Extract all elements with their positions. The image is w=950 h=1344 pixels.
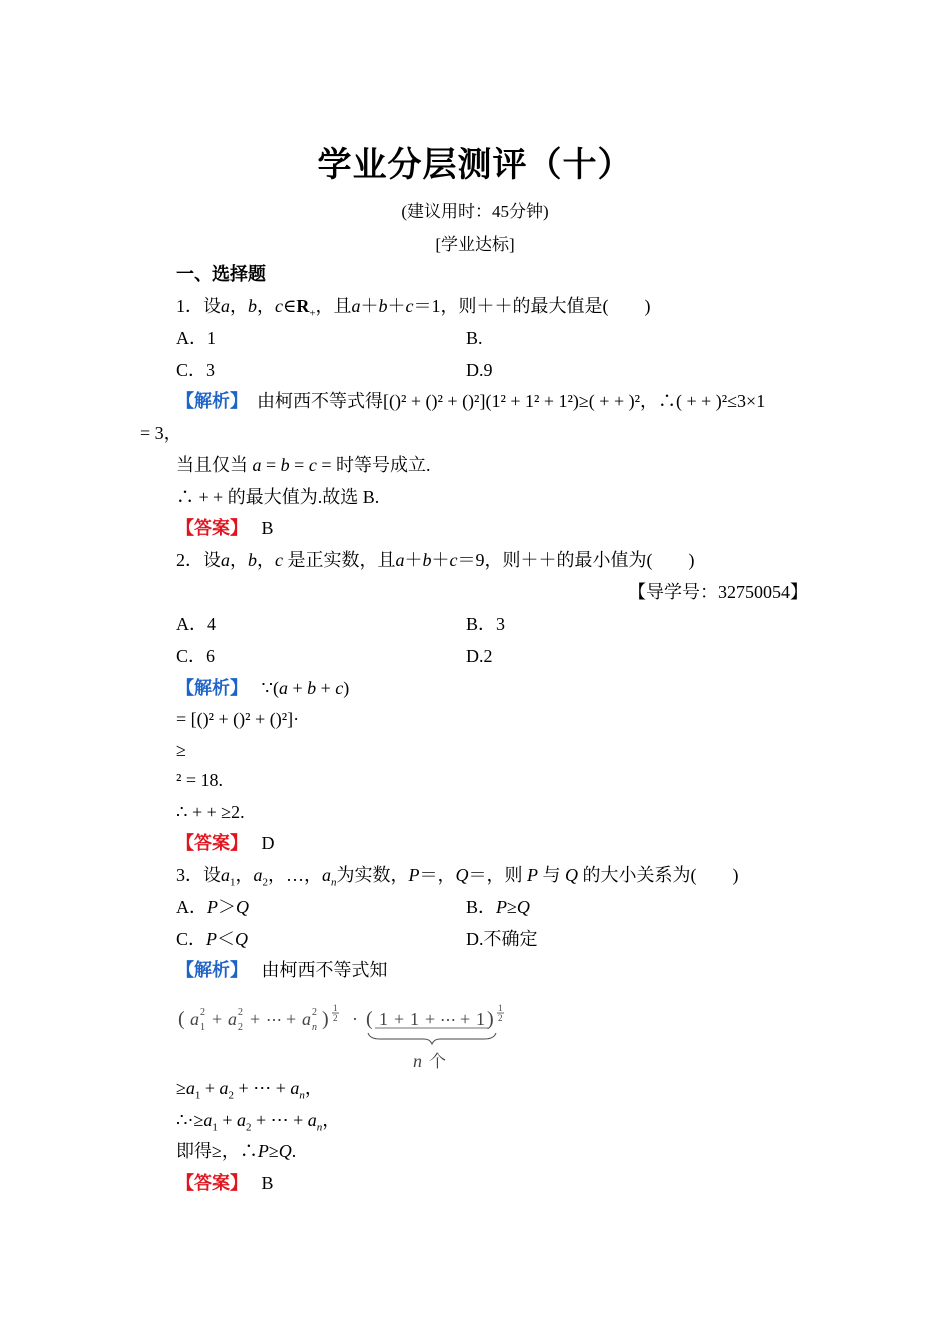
q2-option-b: B．3 bbox=[466, 614, 506, 634]
q2-option-c: C．6 bbox=[176, 646, 216, 666]
q1-option-d: D.9 bbox=[466, 360, 493, 380]
svg-text:1: 1 bbox=[476, 1009, 485, 1029]
svg-text:a: a bbox=[228, 1009, 237, 1029]
svg-text:1: 1 bbox=[333, 1003, 338, 1013]
svg-text:+: + bbox=[425, 1009, 436, 1029]
q3-solution-line3: $\therefore\cdot\ge a_1 + a_2$ + ⋯ + $a_n$， bbox=[176, 1110, 341, 1134]
svg-text:): ) bbox=[322, 1008, 329, 1030]
q3-answer-line bbox=[176, 1174, 274, 1193]
q1-option-c: C．3 bbox=[176, 360, 216, 380]
q2-option-d: D.2 bbox=[466, 646, 493, 666]
q2-solution-line2: ≥ bbox=[176, 740, 186, 760]
q1-option-a: A．1 bbox=[176, 328, 216, 348]
q3-mid: 为实数， bbox=[336, 865, 409, 885]
q3-line4-lead: 即得≥，∴ bbox=[176, 1141, 258, 1161]
q1-option-b: B. bbox=[466, 328, 483, 348]
q2-solution-line4: ∴ + + ≥2. bbox=[176, 802, 245, 822]
q1-jiexi-label: 【解析】 bbox=[176, 391, 248, 412]
q1-solution-cont: = 3， bbox=[140, 423, 182, 443]
q2-answer-line bbox=[176, 834, 275, 853]
q1-stem: 1．设a，b，$c\in R_+$，且a＋b＋c＝1，则＋＋的最大值是( ) bbox=[176, 296, 651, 320]
q2-end: ＝9，则＋＋的最小值为( ) bbox=[457, 550, 695, 570]
svg-text:a: a bbox=[302, 1009, 311, 1029]
q2-option-a: A．4 bbox=[176, 614, 216, 634]
q1-solution-eq: 当且仅当 a = b = c = 时等号成立. bbox=[176, 455, 431, 475]
svg-text:1: 1 bbox=[200, 1022, 205, 1033]
svg-text:(: ( bbox=[178, 1008, 185, 1030]
q3-line2-end: ， bbox=[304, 1078, 323, 1098]
svg-text:+: + bbox=[212, 1009, 223, 1029]
q3-option-a-label: A． bbox=[176, 897, 207, 917]
q1-num: 1．设 bbox=[176, 296, 221, 316]
svg-text:1: 1 bbox=[410, 1009, 419, 1029]
q2-daan-label: 【答案】 bbox=[176, 833, 248, 854]
q1-sol-ineq: [()² + ()² + ()²](1² + 1² + 1²)≥( + + )²，∴( + + )²≤3×1 bbox=[383, 391, 766, 411]
q3-option-b-label: B． bbox=[466, 897, 497, 917]
q1-solution-line1 bbox=[176, 392, 765, 411]
q1-tail: ，且 bbox=[315, 296, 352, 316]
svg-text:2: 2 bbox=[333, 1013, 338, 1023]
q3-jiexi-label: 【解析】 bbox=[176, 960, 248, 981]
q3-daan-label: 【答案】 bbox=[176, 1173, 248, 1194]
svg-text:(: ( bbox=[366, 1008, 373, 1030]
q2-mid: 是正实数，且 bbox=[287, 550, 396, 570]
q3-solution-line2: $\ge a_1 + a_2$ + ⋯ + $a_n$， bbox=[176, 1078, 323, 1102]
q3-option-c: C．P＜Q bbox=[176, 929, 249, 949]
cauchy-formula bbox=[176, 995, 536, 1075]
section-heading: 一、选择题 bbox=[176, 264, 266, 285]
q3-end: 的大小关系为( ) bbox=[582, 865, 739, 885]
svg-text:2: 2 bbox=[200, 1007, 205, 1018]
formula-count-label: 个 bbox=[429, 1052, 446, 1071]
q1-sol-lead: 由柯西不等式得 bbox=[257, 391, 383, 411]
q3-solution-line4: 即得≥，∴P≥Q. bbox=[176, 1141, 297, 1161]
q2-jiexi-label: 【解析】 bbox=[176, 678, 248, 699]
svg-text:): ) bbox=[487, 1008, 494, 1030]
svg-text:a: a bbox=[190, 1009, 199, 1029]
q3-solution-line0 bbox=[176, 961, 388, 980]
svg-text:⋯: ⋯ bbox=[440, 1012, 456, 1029]
q2-solution-line3: ² = 18. bbox=[176, 770, 224, 790]
q3-num: 3．设 bbox=[176, 865, 221, 885]
q3-option-d: D.不确定 bbox=[466, 929, 538, 949]
q3-option-a: A．P＞Q bbox=[176, 897, 249, 917]
svg-text:2: 2 bbox=[238, 1007, 243, 1018]
q3-stem: 3．设$a_1$，$a_2$，…，$a_n$为实数，P＝，Q＝，则 P 与 Q 的大小关系为( ) bbox=[176, 865, 739, 889]
svg-text:n: n bbox=[413, 1051, 422, 1071]
q2-solution-line0: 【解析】 ∵(a + b + c) bbox=[176, 678, 350, 699]
q2-solution-line1: = [()² + ()² + ()²]· bbox=[176, 709, 300, 729]
svg-text:n: n bbox=[312, 1022, 317, 1033]
svg-text:2: 2 bbox=[498, 1013, 503, 1023]
q2-answer: D bbox=[261, 833, 275, 853]
svg-text:+: + bbox=[250, 1009, 261, 1029]
q3-answer: B bbox=[261, 1173, 274, 1193]
q1-answer: B bbox=[261, 518, 274, 538]
q1-answer-line bbox=[176, 519, 274, 538]
svg-text:+: + bbox=[460, 1009, 471, 1029]
q2-reference: 【导学号：32750054】 bbox=[628, 582, 808, 602]
level-label: [学业达标] bbox=[435, 235, 515, 254]
q1-end: ＝1，则＋＋的最大值是( ) bbox=[413, 296, 651, 316]
q2-num: 2．设 bbox=[176, 550, 221, 570]
q2-stem: 2．设a，b，c 是正实数，且a＋b＋c＝9，则＋＋的最小值为( ) bbox=[176, 550, 695, 570]
q1-conclusion: ∴ + + 的最大值为.故选 B. bbox=[176, 487, 380, 507]
q3-option-b: B．P≥Q bbox=[466, 897, 530, 917]
svg-text:2: 2 bbox=[312, 1007, 317, 1018]
svg-text:1: 1 bbox=[379, 1009, 388, 1029]
svg-text:2: 2 bbox=[238, 1022, 243, 1033]
page-title: 学业分层测评（十） bbox=[317, 145, 633, 185]
time-note: (建议用时：45分钟) bbox=[401, 202, 549, 221]
q1-eq-tail: 时等号成立. bbox=[335, 455, 431, 475]
svg-text:1: 1 bbox=[498, 1003, 503, 1013]
q1-eq-lead: 当且仅当 bbox=[176, 455, 248, 475]
q3-sol-lead: 由柯西不等式知 bbox=[261, 960, 388, 980]
svg-text:+: + bbox=[394, 1009, 405, 1029]
svg-text:⋯: ⋯ bbox=[266, 1012, 282, 1029]
svg-text:+: + bbox=[286, 1009, 297, 1029]
q1-daan-label: 【答案】 bbox=[176, 518, 248, 539]
svg-text:·: · bbox=[352, 1009, 358, 1029]
q3-option-c-label: C． bbox=[176, 929, 207, 949]
